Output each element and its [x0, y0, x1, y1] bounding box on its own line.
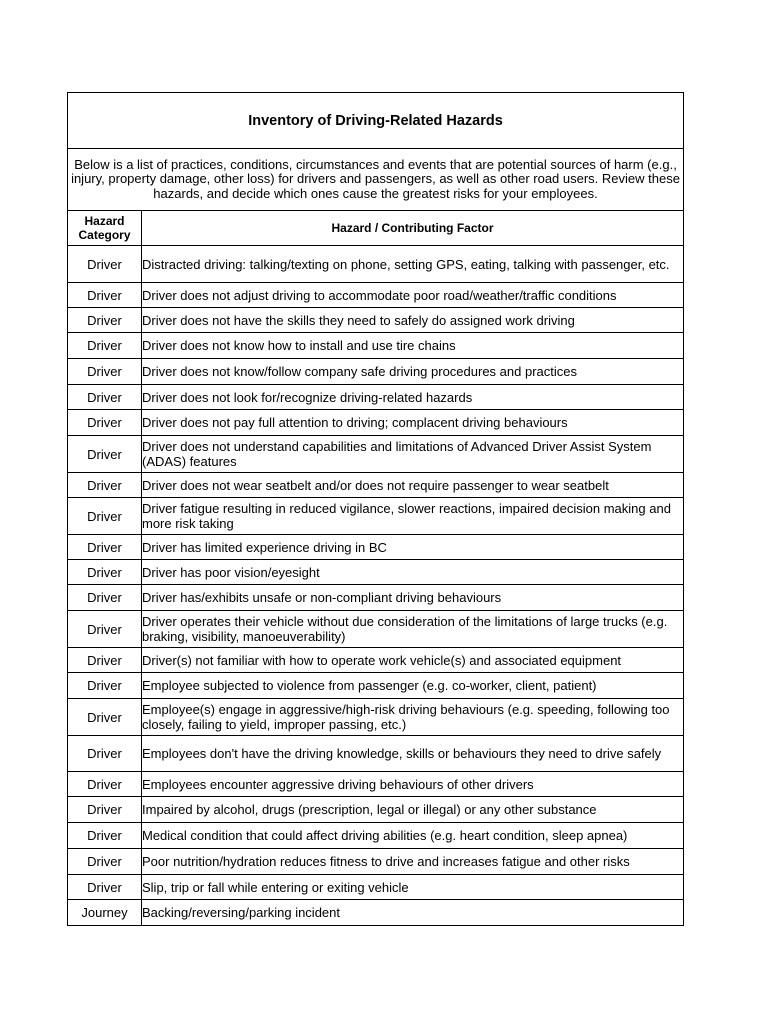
hazard-category-cell: Driver	[68, 283, 142, 308]
hazard-factor-cell: Employee subjected to violence from passenger (e.g. co-worker, client, patient)	[142, 673, 684, 699]
column-header-factor: Hazard / Contributing Factor	[142, 211, 684, 246]
hazard-category-cell: Driver	[68, 849, 142, 875]
table-row	[68, 498, 684, 535]
hazard-factor-cell: Driver operates their vehicle without due consideration of the limitations of large trucks (e.g. braking, visibility, manoeuverability)	[142, 611, 684, 648]
hazard-factor-cell: Slip, trip or fall while entering or exiting vehicle	[142, 875, 684, 900]
table-row	[68, 823, 684, 849]
hazard-factor-cell: Impaired by alcohol, drugs (prescription, legal or illegal) or any other substance	[142, 797, 684, 823]
hazard-category-cell: Driver	[68, 797, 142, 823]
table-row	[68, 473, 684, 498]
table-row	[68, 797, 684, 823]
table-row	[68, 611, 684, 648]
table-row	[68, 736, 684, 772]
table-row	[68, 333, 684, 359]
hazard-category-cell: Driver	[68, 560, 142, 585]
title-row	[68, 93, 684, 149]
hazard-factor-cell: Driver fatigue resulting in reduced vigilance, slower reactions, impaired decision making and more risk taking	[142, 498, 684, 535]
table-row	[68, 535, 684, 560]
hazard-category-cell: Driver	[68, 585, 142, 611]
hazard-factor-cell: Driver does not know/follow company safe driving procedures and practices	[142, 359, 684, 385]
hazard-inventory-table	[67, 92, 684, 926]
hazard-factor-cell: Driver does not pay full attention to driving; complacent driving behaviours	[142, 410, 684, 436]
hazard-category-cell: Driver	[68, 473, 142, 498]
hazard-category-cell: Driver	[68, 385, 142, 410]
hazard-factor-cell: Backing/reversing/parking incident	[142, 900, 684, 926]
hazard-category-cell: Driver	[68, 308, 142, 333]
hazard-factor-cell: Employee(s) engage in aggressive/high-risk driving behaviours (e.g. speeding, following too closely, failing to yield, improper passing, etc.)	[142, 699, 684, 736]
page-title: Inventory of Driving-Related Hazards	[68, 93, 684, 149]
table-row	[68, 246, 684, 283]
hazard-factor-cell: Driver does not know how to install and use tire chains	[142, 333, 684, 359]
hazard-category-cell: Driver	[68, 648, 142, 673]
column-header-category: Hazard Category	[68, 211, 142, 246]
hazard-factor-cell: Driver does not look for/recognize driving-related hazards	[142, 385, 684, 410]
hazard-category-cell: Driver	[68, 410, 142, 436]
hazard-factor-cell: Driver has/exhibits unsafe or non-compliant driving behaviours	[142, 585, 684, 611]
hazard-category-cell: Driver	[68, 246, 142, 283]
hazard-factor-cell: Driver has poor vision/eyesight	[142, 560, 684, 585]
hazard-category-cell: Driver	[68, 823, 142, 849]
table-row	[68, 585, 684, 611]
hazard-factor-cell: Medical condition that could affect driving abilities (e.g. heart condition, sleep apnea)	[142, 823, 684, 849]
hazard-factor-cell: Employees don't have the driving knowledge, skills or behaviours they need to drive safely	[142, 736, 684, 772]
table-row	[68, 359, 684, 385]
hazard-factor-cell: Driver(s) not familiar with how to operate work vehicle(s) and associated equipment	[142, 648, 684, 673]
table-row	[68, 699, 684, 736]
header-row	[68, 211, 684, 246]
intro-text: Below is a list of practices, conditions, circumstances and events that are potential sources of harm (e.g., injury, property damage, other loss) for drivers and passengers, as well as other road users. Review these hazards, and decide which ones cause the greatest risks for your employees.	[68, 149, 684, 211]
hazard-category-cell: Driver	[68, 535, 142, 560]
intro-row	[68, 149, 684, 211]
hazard-factor-cell: Distracted driving: talking/texting on phone, setting GPS, eating, talking with passenger, etc.	[142, 246, 684, 283]
hazard-factor-cell: Driver does not have the skills they need to safely do assigned work driving	[142, 308, 684, 333]
hazard-category-cell: Driver	[68, 699, 142, 736]
table-row	[68, 410, 684, 436]
hazard-category-cell: Driver	[68, 736, 142, 772]
table-row	[68, 849, 684, 875]
table-row	[68, 875, 684, 900]
hazard-factor-cell: Poor nutrition/hydration reduces fitness to drive and increases fatigue and other risks	[142, 849, 684, 875]
hazard-factor-cell: Driver does not wear seatbelt and/or does not require passenger to wear seatbelt	[142, 473, 684, 498]
table-row	[68, 673, 684, 699]
hazard-category-cell: Driver	[68, 498, 142, 535]
hazard-factor-cell: Driver does not adjust driving to accommodate poor road/weather/traffic conditions	[142, 283, 684, 308]
hazard-factor-cell: Driver has limited experience driving in BC	[142, 535, 684, 560]
table-row	[68, 772, 684, 797]
table-row	[68, 436, 684, 473]
hazard-category-cell: Driver	[68, 359, 142, 385]
hazard-factor-cell: Employees encounter aggressive driving behaviours of other drivers	[142, 772, 684, 797]
hazard-factor-cell: Driver does not understand capabilities and limitations of Advanced Driver Assist System (ADAS) features	[142, 436, 684, 473]
hazard-category-cell: Driver	[68, 772, 142, 797]
table-row	[68, 900, 684, 926]
table-row	[68, 385, 684, 410]
table-row	[68, 283, 684, 308]
hazard-category-cell: Driver	[68, 875, 142, 900]
table-row	[68, 560, 684, 585]
table-row	[68, 308, 684, 333]
hazard-category-cell: Driver	[68, 333, 142, 359]
table-row	[68, 648, 684, 673]
hazard-category-cell: Journey	[68, 900, 142, 926]
hazard-category-cell: Driver	[68, 436, 142, 473]
hazard-category-cell: Driver	[68, 673, 142, 699]
hazard-category-cell: Driver	[68, 611, 142, 648]
